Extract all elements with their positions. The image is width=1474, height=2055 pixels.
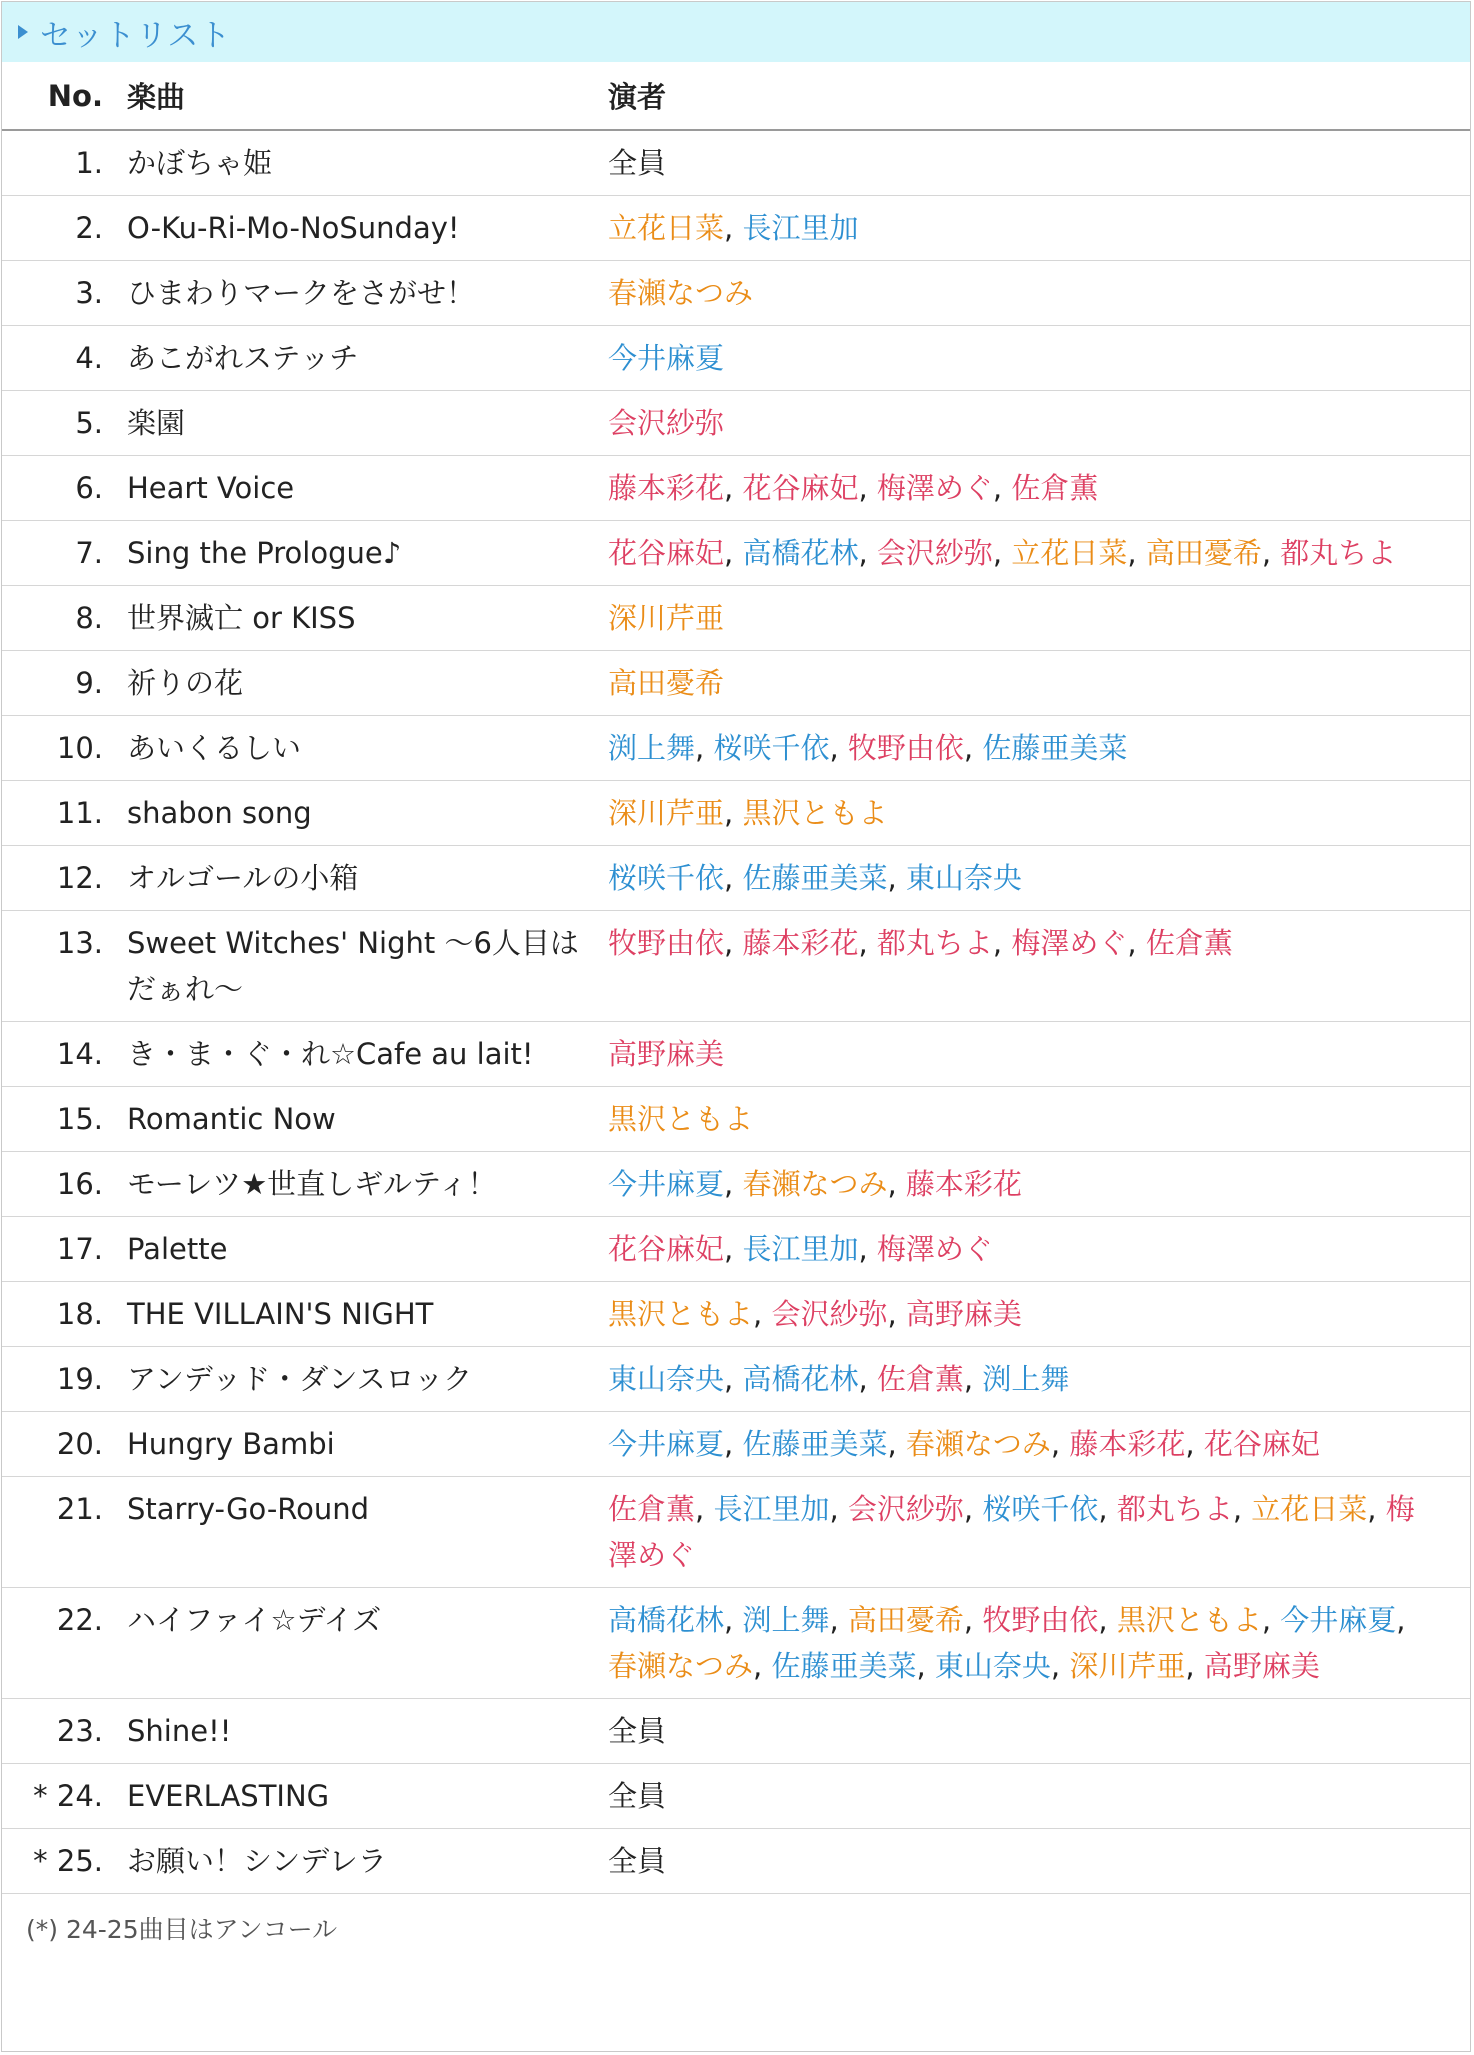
performer-separator: , <box>887 1297 906 1331</box>
table-row <box>2 846 1470 911</box>
performer-list <box>600 1022 1470 1087</box>
performer-separator: , <box>992 926 1012 960</box>
performer-separator: , <box>858 1232 877 1266</box>
track-number: * 24. <box>2 1764 115 1829</box>
performer-list <box>600 1699 1470 1764</box>
table-row <box>2 586 1470 651</box>
performer-name: 渕上舞 <box>742 1603 830 1637</box>
performer-name: 高橋花林 <box>742 1362 859 1396</box>
performer-list <box>600 781 1470 846</box>
track-number: 1. <box>2 130 115 196</box>
performer-separator: , <box>1098 1492 1117 1526</box>
performer-list <box>600 1217 1470 1282</box>
performer-separator: , <box>724 1427 743 1461</box>
performer-name: 藤本彩花 <box>905 1167 1022 1201</box>
track-number: 23. <box>2 1699 115 1764</box>
expand-triangle-icon[interactable] <box>18 25 28 39</box>
performer-list <box>600 521 1470 586</box>
performer-name: 黒沢ともよ <box>608 1297 754 1331</box>
performer-list <box>600 1087 1470 1152</box>
performer-separator: , <box>829 731 848 765</box>
table-row <box>2 1477 1470 1588</box>
song-title: O-Ku-Ri-Mo-NoSunday! <box>115 196 600 261</box>
track-number: 9. <box>2 651 115 716</box>
track-number: 7. <box>2 521 115 586</box>
performer-name: 深川芹亜 <box>608 601 725 635</box>
performer-separator: , <box>724 1167 743 1201</box>
song-title: Hungry Bambi <box>115 1412 600 1477</box>
performer-name: 佐藤亜美菜 <box>982 731 1128 765</box>
performer-separator: , <box>753 1297 772 1331</box>
table-row <box>2 1022 1470 1087</box>
table-row <box>2 130 1470 196</box>
performer-name: 東山奈央 <box>608 1362 725 1396</box>
setlist-panel <box>1 1 1471 2052</box>
performer-separator: , <box>887 861 906 895</box>
performer-separator: , <box>963 1603 983 1637</box>
performer-separator: , <box>1185 1649 1204 1683</box>
performer-name: 今井麻夏 <box>608 1427 725 1461</box>
performer-separator: , <box>724 796 743 830</box>
performer-name: 藤本彩花 <box>742 926 859 960</box>
performer-list <box>600 1588 1470 1699</box>
performer-name: 花谷麻妃 <box>742 471 859 505</box>
performer-list <box>600 456 1470 521</box>
performer-separator: , <box>724 1362 743 1396</box>
track-number: 21. <box>2 1477 115 1588</box>
song-title: Heart Voice <box>115 456 600 521</box>
song-title: Palette <box>115 1217 600 1282</box>
performer-name: 藤本彩花 <box>608 471 725 505</box>
performer-list <box>600 586 1470 651</box>
performer-list <box>600 326 1470 391</box>
performer-name: 長江里加 <box>742 211 859 245</box>
table-row <box>2 781 1470 846</box>
performer-name: 渕上舞 <box>608 731 696 765</box>
performer-name: 高野麻美 <box>608 1037 725 1071</box>
performer-list <box>600 391 1470 456</box>
column-header-song: 楽曲 <box>115 62 600 130</box>
performer-list <box>600 1412 1470 1477</box>
performer-separator: , <box>724 926 743 960</box>
performer-separator: , <box>1261 536 1281 570</box>
performer-name: 会沢紗弥 <box>876 536 993 570</box>
track-number: 8. <box>2 586 115 651</box>
performer-name: 牧野由依 <box>608 926 725 960</box>
track-number: 6. <box>2 456 115 521</box>
table-row <box>2 1764 1470 1829</box>
track-number: 5. <box>2 391 115 456</box>
section-title: セットリスト <box>40 17 232 54</box>
performer-name: 全員 <box>608 1714 667 1748</box>
track-number: 12. <box>2 846 115 911</box>
performer-separator: , <box>724 861 743 895</box>
table-row <box>2 456 1470 521</box>
performer-list <box>600 716 1470 781</box>
performer-list <box>600 1347 1470 1412</box>
track-number: 15. <box>2 1087 115 1152</box>
performer-separator: , <box>858 536 877 570</box>
performer-name: 今井麻夏 <box>1280 1603 1397 1637</box>
performer-name: 全員 <box>608 146 667 180</box>
table-row <box>2 326 1470 391</box>
performer-name: 東山奈央 <box>934 1649 1051 1683</box>
table-row <box>2 1217 1470 1282</box>
table-row <box>2 1829 1470 1894</box>
performer-name: 都丸ちよ <box>1280 536 1397 570</box>
performer-separator: , <box>724 536 743 570</box>
track-number: 2. <box>2 196 115 261</box>
column-header-no: No. <box>2 62 115 130</box>
setlist-table <box>2 62 1470 1894</box>
performer-separator: , <box>724 1232 743 1266</box>
performer-name: 梅澤めぐ <box>876 471 993 505</box>
performer-name: 梅澤めぐ <box>1011 926 1128 960</box>
track-number: 16. <box>2 1152 115 1217</box>
performer-name: 佐倉薫 <box>608 1492 696 1526</box>
table-row <box>2 196 1470 261</box>
performer-name: 全員 <box>608 1779 667 1813</box>
encore-footnote: (*) 24-25曲目はアンコール <box>26 1915 338 1944</box>
performer-name: 東山奈央 <box>905 861 1022 895</box>
performer-list <box>600 651 1470 716</box>
performer-name: 梅澤めぐ <box>876 1232 993 1266</box>
song-title: 世界滅亡 or KISS <box>115 586 600 651</box>
track-number: 20. <box>2 1412 115 1477</box>
performer-separator: , <box>1396 1603 1406 1637</box>
performer-list <box>600 130 1470 196</box>
performer-name: 桜咲千依 <box>982 1492 1099 1526</box>
performer-separator: , <box>963 1492 983 1526</box>
song-title: shabon song <box>115 781 600 846</box>
performer-name: 佐藤亜美菜 <box>771 1649 917 1683</box>
song-title: Shine!! <box>115 1699 600 1764</box>
track-number: 17. <box>2 1217 115 1282</box>
performer-separator: , <box>858 471 877 505</box>
performer-name: 春瀬なつみ <box>608 276 754 310</box>
performer-name: 長江里加 <box>713 1492 830 1526</box>
table-row <box>2 261 1470 326</box>
table-row <box>2 1588 1470 1699</box>
performer-name: 藤本彩花 <box>1069 1427 1186 1461</box>
performer-name: 全員 <box>608 1844 667 1878</box>
performer-name: 立花日菜 <box>1251 1492 1368 1526</box>
performer-list <box>600 911 1470 1022</box>
table-row <box>2 1152 1470 1217</box>
track-number: 19. <box>2 1347 115 1412</box>
performer-name: 梅澤めぐ <box>608 1492 1415 1572</box>
performer-name: 佐倉薫 <box>876 1362 964 1396</box>
section-header[interactable] <box>2 2 1470 62</box>
performer-separator: , <box>992 471 1012 505</box>
performer-separator: , <box>963 731 983 765</box>
song-title: EVERLASTING <box>115 1764 600 1829</box>
performer-separator: , <box>1050 1649 1070 1683</box>
performer-separator: , <box>829 1492 848 1526</box>
song-title: ハイファイ☆デイズ <box>115 1588 600 1699</box>
performer-name: 佐倉薫 <box>1145 926 1233 960</box>
performer-name: 桜咲千依 <box>608 861 725 895</box>
performer-list <box>600 196 1470 261</box>
track-number: 10. <box>2 716 115 781</box>
performer-name: 牧野由依 <box>847 731 964 765</box>
performer-name: 深川芹亜 <box>608 796 725 830</box>
performer-name: 佐倉薫 <box>1011 471 1099 505</box>
performer-name: 会沢紗弥 <box>608 406 725 440</box>
performer-separator: , <box>1127 926 1146 960</box>
performer-separator: , <box>992 536 1012 570</box>
performer-separator: , <box>963 1362 983 1396</box>
table-row <box>2 911 1470 1022</box>
table-row <box>2 651 1470 716</box>
performer-name: 高橋花林 <box>742 536 859 570</box>
performer-list <box>600 846 1470 911</box>
performer-separator: , <box>1098 1603 1117 1637</box>
track-number: 13. <box>2 911 115 1022</box>
performer-name: 高野麻美 <box>905 1297 1022 1331</box>
performer-name: 桜咲千依 <box>713 731 830 765</box>
performer-separator: , <box>695 1492 714 1526</box>
performer-list <box>600 1152 1470 1217</box>
performer-separator: , <box>1367 1492 1386 1526</box>
performer-name: 花谷麻妃 <box>1203 1427 1320 1461</box>
performer-separator: , <box>1261 1603 1281 1637</box>
performer-separator: , <box>858 1362 877 1396</box>
table-row <box>2 1412 1470 1477</box>
performer-separator: , <box>753 1649 772 1683</box>
performer-separator: , <box>1127 536 1146 570</box>
track-number: * 25. <box>2 1829 115 1894</box>
track-number: 18. <box>2 1282 115 1347</box>
song-title: あこがれステッチ <box>115 326 600 391</box>
performer-name: 高田憂希 <box>1145 536 1262 570</box>
track-number: 22. <box>2 1588 115 1699</box>
performer-name: 高橋花林 <box>608 1603 725 1637</box>
performer-name: 渕上舞 <box>982 1362 1070 1396</box>
performer-name: 長江里加 <box>742 1232 859 1266</box>
performer-separator: , <box>858 926 877 960</box>
performer-name: 今井麻夏 <box>608 341 725 375</box>
table-row <box>2 1282 1470 1347</box>
table-header-row <box>2 62 1470 130</box>
performer-name: 都丸ちよ <box>1116 1492 1233 1526</box>
performer-name: 立花日菜 <box>608 211 725 245</box>
performer-separator: , <box>724 211 743 245</box>
song-title: アンデッド・ダンスロック <box>115 1347 600 1412</box>
performer-separator: , <box>1185 1427 1204 1461</box>
performer-separator: , <box>724 1603 743 1637</box>
performer-list <box>600 1829 1470 1894</box>
performer-name: 高田憂希 <box>847 1603 964 1637</box>
performer-name: 立花日菜 <box>1011 536 1128 570</box>
performer-separator: , <box>1232 1492 1252 1526</box>
performer-name: 今井麻夏 <box>608 1167 725 1201</box>
performer-list <box>600 1764 1470 1829</box>
performer-name: 春瀬なつみ <box>608 1649 754 1683</box>
track-number: 11. <box>2 781 115 846</box>
performer-name: 高野麻美 <box>1203 1649 1320 1683</box>
table-row <box>2 716 1470 781</box>
performer-separator: , <box>887 1427 906 1461</box>
performer-list <box>600 1477 1470 1588</box>
performer-name: 高田憂希 <box>608 666 725 700</box>
table-row <box>2 1347 1470 1412</box>
performer-separator: , <box>724 471 743 505</box>
performer-name: 花谷麻妃 <box>608 536 725 570</box>
track-number: 3. <box>2 261 115 326</box>
song-title: ひまわりマークをさがせ！ <box>115 261 600 326</box>
performer-name: 佐藤亜美菜 <box>742 861 888 895</box>
song-title: Sweet Witches' Night 〜6人目はだぁれ〜 <box>115 911 600 1022</box>
song-title: THE VILLAIN'S NIGHT <box>115 1282 600 1347</box>
performer-list <box>600 1282 1470 1347</box>
song-title: お願い！シンデレラ <box>115 1829 600 1894</box>
performer-name: 黒沢ともよ <box>742 796 888 830</box>
performer-name: 都丸ちよ <box>876 926 993 960</box>
column-header-performers: 演者 <box>600 62 1470 130</box>
song-title: き・ま・ぐ・れ☆Cafe au lait! <box>115 1022 600 1087</box>
song-title: Sing the Prologue♪ <box>115 521 600 586</box>
song-title: モーレツ★世直しギルティ！ <box>115 1152 600 1217</box>
performer-name: 花谷麻妃 <box>608 1232 725 1266</box>
song-title: 楽園 <box>115 391 600 456</box>
setlist-body <box>2 130 1470 1894</box>
song-title: Starry-Go-Round <box>115 1477 600 1588</box>
performer-name: 会沢紗弥 <box>771 1297 888 1331</box>
track-number: 14. <box>2 1022 115 1087</box>
performer-separator: , <box>829 1603 848 1637</box>
performer-separator: , <box>887 1167 906 1201</box>
song-title: かぼちゃ姫 <box>115 130 600 196</box>
song-title: 祈りの花 <box>115 651 600 716</box>
performer-separator: , <box>695 731 714 765</box>
performer-list <box>600 261 1470 326</box>
performer-name: 深川芹亜 <box>1069 1649 1186 1683</box>
performer-name: 佐藤亜美菜 <box>742 1427 888 1461</box>
song-title: あいくるしい <box>115 716 600 781</box>
performer-name: 春瀬なつみ <box>905 1427 1051 1461</box>
performer-name: 春瀬なつみ <box>742 1167 888 1201</box>
song-title: Romantic Now <box>115 1087 600 1152</box>
performer-separator: , <box>1050 1427 1070 1461</box>
performer-name: 黒沢ともよ <box>608 1102 754 1136</box>
table-row <box>2 391 1470 456</box>
performer-name: 黒沢ともよ <box>1116 1603 1262 1637</box>
performer-name: 会沢紗弥 <box>847 1492 964 1526</box>
performer-separator: , <box>916 1649 935 1683</box>
performer-name: 牧野由依 <box>982 1603 1099 1637</box>
table-row <box>2 1087 1470 1152</box>
table-row <box>2 521 1470 586</box>
table-row <box>2 1699 1470 1764</box>
song-title: オルゴールの小箱 <box>115 846 600 911</box>
track-number: 4. <box>2 326 115 391</box>
